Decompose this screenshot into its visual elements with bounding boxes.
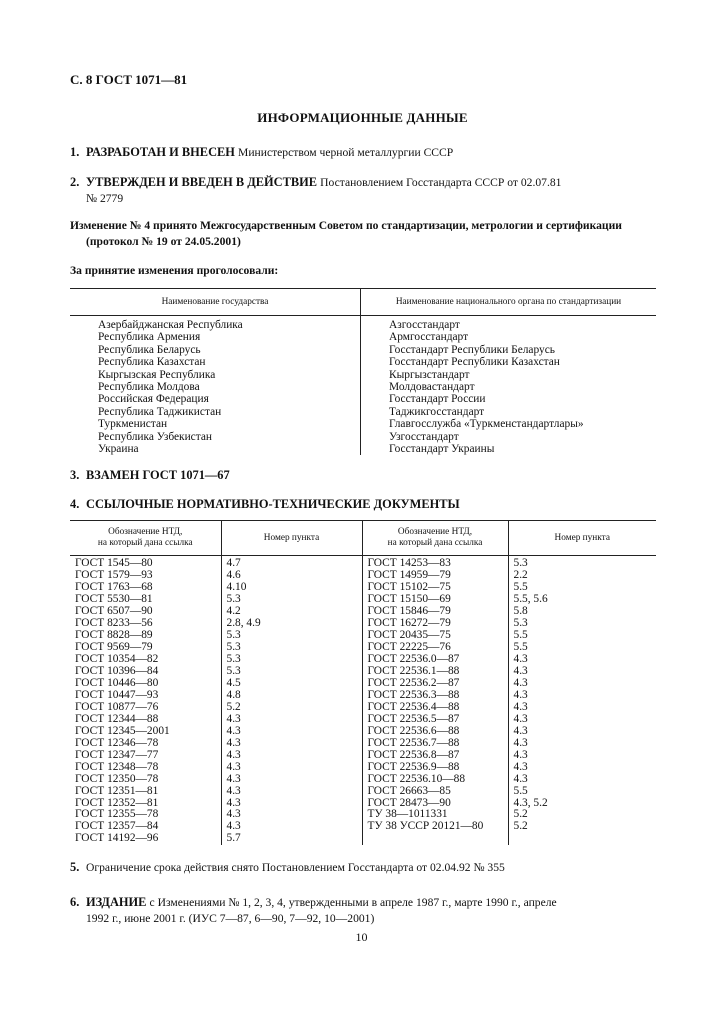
section-5-number: 5. [70, 860, 80, 875]
ref-item-number: 2.8, 4.9 [226, 617, 261, 630]
ref-document: ГОСТ 8828—89 [75, 629, 153, 642]
ref-document: ГОСТ 1763—68 [75, 581, 153, 594]
votes-header-body: Наименование национального органа по стандартизации [361, 289, 657, 316]
refs-left-items-column [221, 556, 362, 845]
ref-document: ГОСТ 22536.3—88 [367, 688, 460, 701]
ref-item-number: 4.3 [226, 748, 241, 761]
refs-right-docs-column [362, 556, 508, 845]
refs-header-doc-left-line2: на который дана ссылка [97, 538, 193, 549]
section-1 [70, 144, 655, 161]
ref-item-number: 2.2 [513, 569, 528, 582]
ref-document: ГОСТ 22536.2—87 [367, 677, 460, 689]
ref-item-number: 5.2 [513, 820, 528, 833]
ref-item-number: 4.8 [226, 688, 241, 701]
state-name: Кыргызская Республика [98, 368, 216, 381]
ref-item-number: 5.5 [513, 629, 528, 642]
section-6 [70, 894, 655, 927]
ref-document: ГОСТ 6507—90 [75, 605, 153, 618]
ref-item-number: 4.3 [226, 808, 241, 821]
refs-header-doc-right [362, 521, 508, 556]
ref-item-number: 4.3 [226, 724, 241, 737]
ref-item-number: 4.3 [226, 760, 241, 773]
ref-document: ГОСТ 12351—81 [75, 784, 159, 797]
ref-item-number: 5.2 [226, 700, 241, 713]
ref-item-number: 5.3 [513, 617, 528, 630]
refs-header-doc-right-line1: Обозначение НТД, [397, 527, 473, 538]
votes-bodies-column [361, 316, 657, 456]
ref-item-number: 4.5 [226, 677, 241, 689]
standards-body-name: Кыргызстандарт [389, 368, 470, 381]
section-2-lead: УТВЕРЖДЕН И ВВЕДЕН В ДЕЙСТВИЕ [86, 175, 318, 189]
ref-document: ГОСТ 22536.7—88 [367, 736, 460, 749]
section-3 [70, 467, 655, 483]
state-name: Туркменистан [98, 418, 168, 431]
ref-item-number: 4.10 [226, 581, 247, 594]
change-note [70, 218, 655, 250]
ref-document: ГОСТ 9569—79 [75, 641, 153, 654]
ref-document: ГОСТ 8233—56 [75, 617, 153, 630]
standards-body-name: Узгосстандарт [389, 430, 459, 443]
ref-document: ГОСТ 12346—78 [75, 736, 159, 749]
ref-document: ГОСТ 28473—90 [367, 796, 451, 809]
ref-document: ГОСТ 15846—79 [367, 605, 451, 618]
state-name: Республика Армения [98, 331, 201, 344]
ref-document: ГОСТ 16272—79 [367, 617, 451, 630]
standards-body-name: Госстандарт Республики Беларусь [389, 343, 555, 356]
ref-item-number: 5.8 [513, 605, 528, 618]
ref-document: ГОСТ 20435—75 [367, 629, 451, 642]
ref-document: ГОСТ 10447—93 [75, 688, 159, 701]
section-4-lead: ССЫЛОЧНЫЕ НОРМАТИВНО-ТЕХНИЧЕСКИЕ ДОКУМЕНТЫ [86, 497, 460, 512]
section-2-number: 2. [70, 175, 80, 189]
references-table [70, 520, 656, 845]
state-name: Республика Беларусь [98, 343, 201, 356]
refs-header-doc-left-line1: Обозначение НТД, [108, 527, 183, 538]
ref-document: ГОСТ 14959—79 [367, 569, 451, 582]
ref-item-number: 4.3 [226, 796, 241, 809]
ref-item-number: 4.2 [226, 605, 241, 618]
state-name: Республика Узбекистан [98, 430, 212, 443]
votes-states-column [70, 316, 361, 456]
ref-document: ГОСТ 22225—76 [367, 641, 451, 654]
standards-body-name: Армгосстандарт [389, 331, 469, 344]
refs-header-doc-left [70, 521, 221, 556]
ref-item-number: 4.3 [513, 700, 528, 713]
section-6-text-cont: 1992 г., июне 2001 г. (ИУС 7—87, 6—90, 7—92, 10—2001) [86, 912, 375, 926]
ref-document: ГОСТ 14253—83 [367, 557, 451, 570]
change-note-line2: (протокол № 19 от 24.05.2001) [86, 235, 241, 248]
ref-item-number: 5.5, 5.6 [513, 593, 548, 606]
voted-heading-text: За принятие изменения проголосовали: [70, 264, 279, 277]
standards-body-name: Госстандарт Республики Казахстан [389, 356, 560, 369]
ref-document: ГОСТ 12350—78 [75, 772, 159, 785]
ref-document: ГОСТ 1579—93 [75, 569, 153, 582]
ref-document: ГОСТ 22536.1—88 [367, 665, 460, 678]
ref-document: ГОСТ 12348—78 [75, 760, 159, 773]
ref-item-number: 4.3 [513, 760, 528, 773]
voted-heading [70, 262, 655, 279]
section-1-lead: РАЗРАБОТАН И ВНЕСЕН [86, 145, 235, 159]
section-3-lead: ВЗАМЕН ГОСТ 1071—67 [86, 468, 230, 483]
section-1-text: Министерством черной металлургии СССР [238, 146, 454, 159]
ref-item-number: 4.3 [513, 748, 528, 761]
ref-document: ГОСТ 22536.8—87 [367, 748, 460, 761]
refs-left-docs-column [70, 556, 221, 845]
state-name: Республика Казахстан [98, 356, 206, 369]
ref-item-number: 4.3 [513, 712, 528, 725]
votes-table [70, 288, 656, 455]
standards-body-name: Главгосслужба «Туркменстандартлары» [389, 418, 584, 431]
ref-document: ГОСТ 22536.10—88 [367, 772, 466, 785]
ref-item-number: 4.7 [226, 557, 241, 570]
ref-document: ГОСТ 14192—96 [75, 832, 159, 845]
section-2-text: Постановлением Госстандарта СССР от 02.07.81 [320, 176, 562, 189]
ref-document: ГОСТ 12344—88 [75, 712, 159, 725]
ref-document: ГОСТ 12352—81 [75, 796, 159, 809]
section-4 [70, 496, 655, 512]
ref-item-number: 5.3 [226, 653, 241, 666]
refs-right-items-column [508, 556, 656, 845]
ref-item-number: 4.3 [513, 736, 528, 749]
section-2-text-cont: № 2779 [86, 192, 124, 205]
state-name: Российская Федерация [98, 393, 209, 406]
ref-item-number: 5.3 [226, 665, 241, 678]
change-note-line1: Изменение № 4 принято Межгосударственным Советом по стандартизации, метрологии и сертификации [70, 219, 622, 232]
ref-item-number: 4.3 [513, 677, 528, 689]
ref-item-number: 4.3, 5.2 [513, 796, 548, 809]
ref-item-number: 5.2 [513, 808, 528, 821]
section-6-text: с Изменениями № 1, 2, 3, 4, утвержденными в апреле 1987 г., марте 1990 г., апреле [149, 896, 557, 910]
refs-header-item-left: Номер пункта [221, 521, 362, 556]
ref-item-number: 4.3 [513, 724, 528, 737]
ref-document: ТУ 38 УССР 20121—80 [367, 820, 484, 833]
votes-header-state: Наименование государства [70, 289, 361, 316]
section-5 [70, 859, 655, 876]
ref-document: ГОСТ 12345—2001 [75, 724, 170, 737]
ref-document: ГОСТ 22536.5—87 [367, 712, 460, 725]
ref-item-number: 4.3 [226, 712, 241, 725]
section-4-number: 4. [70, 497, 80, 512]
section-6-lead: ИЗДАНИЕ [86, 895, 147, 910]
refs-header-item-right: Номер пункта [508, 521, 656, 556]
ref-document: ГОСТ 22536.9—88 [367, 760, 460, 773]
standards-body-name: Азгосстандарт [389, 319, 460, 331]
ref-document: ГОСТ 1545—80 [75, 557, 153, 570]
ref-document: ГОСТ 10877—76 [75, 700, 159, 713]
ref-item-number: 5.5 [513, 581, 528, 594]
ref-document: ГОСТ 10446—80 [75, 677, 159, 689]
ref-item-number: 5.3 [226, 641, 241, 654]
standards-body-name: Таджикгосстандарт [389, 405, 485, 418]
state-name: Украина [98, 443, 139, 456]
state-name: Республика Молдова [98, 381, 200, 394]
ref-item-number: 5.3 [513, 557, 528, 570]
ref-item-number: 4.3 [513, 665, 528, 678]
ref-item-number: 5.5 [513, 641, 528, 654]
standards-body-name: Госстандарт Украины [389, 443, 495, 456]
ref-item-number: 5.3 [226, 629, 241, 642]
ref-item-number: 4.3 [226, 820, 241, 833]
standards-body-name: Молдовастандарт [389, 381, 475, 394]
ref-document: ГОСТ 26663—85 [367, 784, 451, 797]
section-2 [70, 174, 655, 207]
ref-document: ГОСТ 12357—84 [75, 820, 159, 833]
ref-item-number: 5.5 [513, 784, 528, 797]
ref-document: ГОСТ 22536.6—88 [367, 724, 460, 737]
ref-document: ГОСТ 5530—81 [75, 593, 153, 606]
page-number: 10 [355, 930, 368, 944]
ref-item-number: 4.3 [513, 653, 528, 666]
section-5-text: Ограничение срока действия снято Постановлением Госстандарта от 02.04.92 № 355 [86, 861, 505, 875]
state-name: Республика Таджикистан [98, 405, 222, 418]
ref-item-number: 5.3 [226, 593, 241, 606]
ref-document: ГОСТ 10396—84 [75, 665, 159, 678]
section-6-number: 6. [70, 895, 80, 910]
page-header: С. 8 ГОСТ 1071—81 [70, 72, 188, 87]
ref-item-number: 4.3 [513, 772, 528, 785]
standards-body-name: Госстандарт России [389, 393, 486, 406]
ref-document: ГОСТ 15150—69 [367, 593, 451, 606]
ref-document: ГОСТ 12347—77 [75, 748, 159, 761]
document-title: ИНФОРМАЦИОННЫЕ ДАННЫЕ [257, 110, 468, 125]
ref-document: ГОСТ 22536.4—88 [367, 700, 460, 713]
ref-item-number: 4.3 [513, 688, 528, 701]
section-1-number: 1. [70, 145, 80, 159]
ref-item-number: 4.6 [226, 569, 241, 582]
ref-item-number: 4.3 [226, 772, 241, 785]
ref-document: ГОСТ 12355—78 [75, 808, 159, 821]
section-3-number: 3. [70, 468, 80, 483]
ref-item-number: 5.7 [226, 832, 241, 845]
ref-document: ГОСТ 10354—82 [75, 653, 159, 666]
ref-document: ТУ 38—1011331 [367, 808, 448, 821]
ref-item-number: 4.3 [226, 784, 241, 797]
ref-item-number: 4.3 [226, 736, 241, 749]
refs-header-doc-right-line2: на который дана ссылка [387, 538, 483, 549]
ref-document: ГОСТ 22536.0—87 [367, 653, 460, 666]
ref-document: ГОСТ 15102—75 [367, 581, 451, 594]
state-name: Азербайджанская Республика [98, 319, 243, 331]
